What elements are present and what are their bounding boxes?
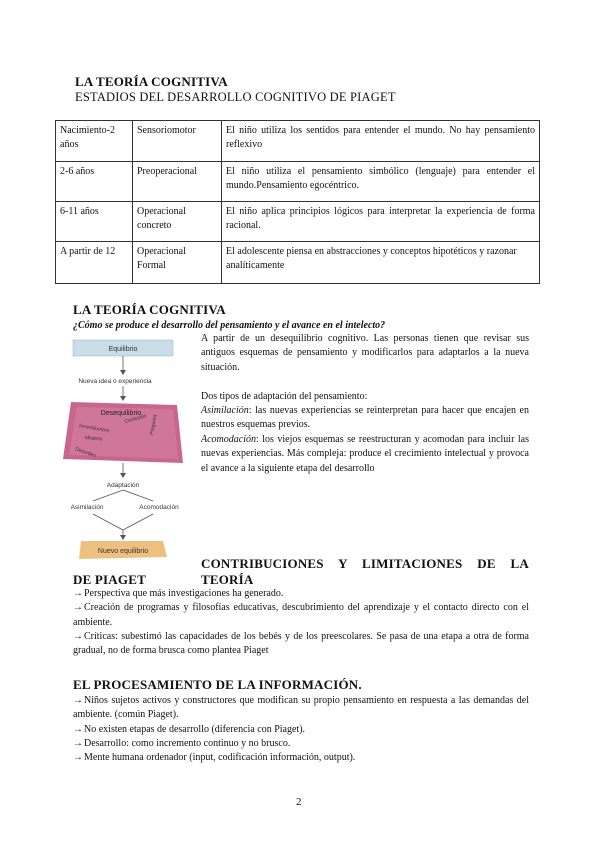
- asimilacion-term: Asimilación: [201, 405, 249, 416]
- stages-table: [55, 120, 540, 284]
- desequilibrio-label: Desequilibrio: [100, 410, 142, 417]
- arrow-icon: →: [73, 695, 83, 706]
- nueva-idea-label: Nueva idea o experiencia: [78, 378, 152, 385]
- list-item: →Desarrollo: como incremento continuo y no brusco.: [73, 737, 291, 749]
- piaget-diagram: [55, 335, 195, 567]
- section4-title: EL PROCESAMIENTO DE LA INFORMACIÓN.: [73, 677, 362, 692]
- nuevo-equilibrio-label: Nuevo equilibrio: [97, 548, 149, 555]
- arrow-icon: →: [73, 602, 83, 614]
- acomodacion-text: : los viejos esquemas se reestructuran y acomodan para incluir las nuevas experiencias. Más compleja: produce el crecimiento intelectual y provoca el avance a la siguiente etapa del desarrollo: [201, 434, 529, 474]
- list-item: →Perspectiva que más investigaciones ha generado.: [73, 588, 284, 599]
- age-cell: 6-11 años: [56, 202, 133, 242]
- stage-cell: Operacional concreto: [133, 202, 222, 242]
- arrow-icon: →: [73, 630, 83, 642]
- acomodacion-paragraph: [201, 433, 529, 476]
- table-row: [56, 202, 540, 242]
- equilibrio-label: Equilibrio: [108, 346, 138, 353]
- word-label: Confusión: [123, 413, 148, 425]
- section2-adaptation-intro: Dos tipos de adaptación del pensamiento:: [201, 391, 368, 402]
- list-item: →Creación de programas y filosofías educativas, descubrimiento del aprendizaje y el contacto directo con el ambiente.: [73, 602, 529, 628]
- acomodacion-label: Acomodación: [139, 504, 179, 511]
- page-number: 2: [296, 796, 302, 808]
- list-item: →Críticas: subestimó las capacidades de los bebés y de los preescolares. Se pasa de una etapa a otra de forma gradual, no de forma brusca como plantea Piaget: [73, 630, 529, 657]
- age-cell: 2-6 años: [56, 162, 133, 202]
- section2-paragraph: A partir de un desequilibrio cognitivo. Las personas tienen que revisar sus antiguos esquemas de pensamiento y modificarlos para adaptarlos a la nueva situación.: [201, 333, 529, 373]
- word-label: Misterio: [84, 435, 103, 443]
- page-subtitle: ESTADIOS DEL DESARROLLO COGNITIVO DE PIAGET: [75, 90, 396, 104]
- section4-list: [73, 694, 529, 765]
- section-question: ¿Cómo se produce el desarrollo del pensamiento y el avance en el intelecto?: [73, 320, 386, 331]
- section3-list: [73, 587, 529, 658]
- description-cell: El niño utiliza los sentidos para entender el mundo. No hay pensamiento reflexivo: [222, 121, 540, 162]
- word-label: Desorden: [74, 446, 97, 460]
- stage-cell: Operacional Formal: [133, 242, 222, 284]
- age-cell: Nacimiento-2 años: [56, 121, 133, 162]
- list-item: →No existen etapas de desarrollo (diferencia con Piaget).: [73, 723, 306, 735]
- acomodacion-term: Acomodación: [201, 434, 256, 445]
- asimilacion-text: : las nuevas experiencias se reinterpretan para hacer que encajen en nuestros esquemas previos.: [201, 405, 529, 431]
- section3-title-continuation: DE PIAGET: [73, 572, 146, 587]
- stage-cell: Sensoriomotor: [133, 121, 222, 162]
- age-cell: A partir de 12: [56, 242, 133, 284]
- adaptacion-label: Adaptación: [106, 482, 140, 489]
- arrow-icon: →: [73, 588, 83, 599]
- section3-title: CONTRIBUCIONES Y LIMITACIONES DE LA TEORÍA: [201, 556, 529, 587]
- arrow-icon: →: [73, 752, 83, 764]
- table-row: [56, 121, 540, 162]
- table-row: [56, 162, 540, 202]
- description-cell: El adolescente piensa en abstracciones y conceptos hipotéticos y razonar analíticamente: [222, 242, 540, 284]
- asimilacion-paragraph: [201, 404, 529, 433]
- word-label: Pregunta: [149, 414, 159, 436]
- arrow-icon: →: [73, 723, 83, 735]
- description-cell: El niño utiliza el pensamiento simbólico (lenguaje) para entender el mundo.Pensamiento egocéntrico.: [222, 162, 540, 202]
- description-cell: El niño aplica principios lógicos para interpretar la experiencia de forma racional.: [222, 202, 540, 242]
- page-title: LA TEORÍA COGNITIVA: [75, 74, 228, 89]
- list-item: →Niños sujetos activos y constructores que modifican su propio pensamiento en respuesta a las demandas del ambiente. (común Piaget).: [73, 695, 529, 721]
- section-title: LA TEORÍA COGNITIVA: [73, 302, 226, 317]
- table-row: [56, 242, 540, 284]
- arrow-icon: →: [73, 737, 83, 749]
- word-label: Incertidumbre: [78, 423, 110, 435]
- asimilacion-label: Asimilación: [70, 504, 104, 511]
- list-item: →Mente humana ordenador (input, codificación información, output).: [73, 752, 356, 764]
- stage-cell: Preoperacional: [133, 162, 222, 202]
